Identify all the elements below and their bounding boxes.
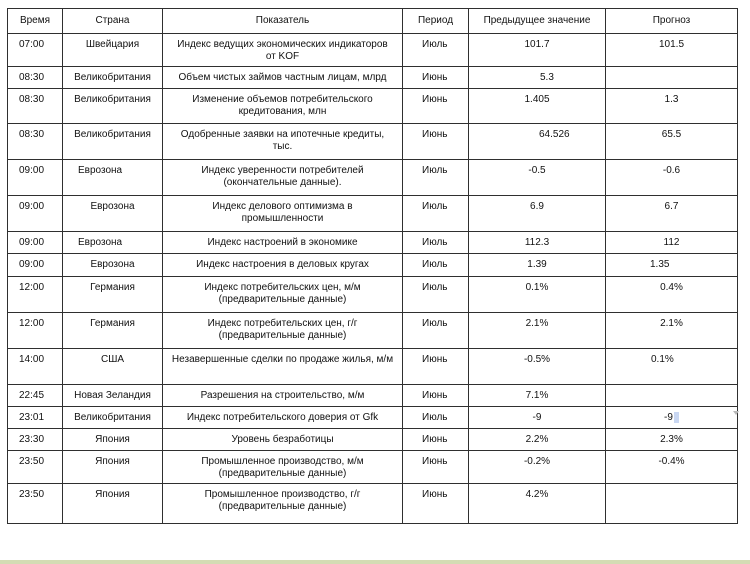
header-time: Время <box>8 9 63 34</box>
period-cell: Июль <box>403 34 469 67</box>
country-cell: Великобритания <box>63 407 163 429</box>
table-row <box>8 484 738 524</box>
country-cell: Япония <box>63 484 163 524</box>
table-row <box>8 349 738 385</box>
period-cell: Июль <box>403 277 469 313</box>
forecast-cell: -0.4% <box>606 451 738 484</box>
time-cell: 09:00 <box>8 160 63 196</box>
indicator-cell: Индекс уверенности потребителей (окончательные данные). <box>163 160 403 196</box>
header-period: Период <box>403 9 469 34</box>
indicator-cell: Индекс ведущих экономических индикаторов от KOF <box>163 34 403 67</box>
table-row <box>8 313 738 349</box>
previous-value-cell: -0.5 <box>469 160 606 196</box>
time-cell: 08:30 <box>8 124 63 160</box>
country-cell: Еврозона <box>63 160 163 196</box>
previous-value-cell: 1.39 <box>469 254 606 277</box>
forecast-cell: -9 <box>606 407 738 429</box>
bottom-edge-strip <box>0 560 750 564</box>
forecast-cell <box>606 484 738 524</box>
indicator-cell: Изменение объемов потребительского кредитования, млн <box>163 89 403 124</box>
indicator-cell: Промышленное производство, м/м (предварительные данные) <box>163 451 403 484</box>
indicator-cell: Незавершенные сделки по продаже жилья, м/м <box>163 349 403 385</box>
period-cell: Июль <box>403 313 469 349</box>
time-cell: 07:00 <box>8 34 63 67</box>
previous-value-cell: 0.1% <box>469 277 606 313</box>
time-cell: 23:01 <box>8 407 63 429</box>
forecast-cell: 6.7 <box>606 196 738 232</box>
period-cell: Июнь <box>403 484 469 524</box>
economic-calendar-table <box>7 8 738 524</box>
previous-value-cell: 112.3 <box>469 232 606 254</box>
period-cell: Июнь <box>403 124 469 160</box>
forecast-cell: -0.6 <box>606 160 738 196</box>
table-row <box>8 407 738 429</box>
forecast-cell: 1.35 <box>606 254 738 277</box>
forecast-cell: 1.3 <box>606 89 738 124</box>
indicator-cell: Одобренные заявки на ипотечные кредиты, тыс. <box>163 124 403 160</box>
previous-value-cell: 2.1% <box>469 313 606 349</box>
period-cell: Июль <box>403 232 469 254</box>
previous-value-cell: 64.526 <box>469 124 606 160</box>
indicator-cell: Индекс делового оптимизма в промышленности <box>163 196 403 232</box>
header-previous: Предыдущее значение <box>469 9 606 34</box>
previous-value-cell: 1.405 <box>469 89 606 124</box>
previous-value-cell: 5.3 <box>469 67 606 89</box>
table-row <box>8 196 738 232</box>
table-row <box>8 67 738 89</box>
table-row <box>8 124 738 160</box>
table-row <box>8 254 738 277</box>
indicator-cell: Индекс потребительских цен, г/г (предварительные данные) <box>163 313 403 349</box>
period-cell: Июнь <box>403 451 469 484</box>
period-cell: Июнь <box>403 429 469 451</box>
period-cell: Июль <box>403 254 469 277</box>
country-cell: Япония <box>63 451 163 484</box>
country-cell: Япония <box>63 429 163 451</box>
forecast-cell <box>606 67 738 89</box>
previous-value-cell: 101.7 <box>469 34 606 67</box>
period-cell: Июль <box>403 407 469 429</box>
time-cell: 12:00 <box>8 277 63 313</box>
table-row <box>8 89 738 124</box>
time-cell: 14:00 <box>8 349 63 385</box>
country-cell: Еврозона <box>63 196 163 232</box>
forecast-cell <box>606 385 738 407</box>
table-row <box>8 232 738 254</box>
period-cell: Июнь <box>403 89 469 124</box>
time-cell: 08:30 <box>8 67 63 89</box>
time-cell: 23:50 <box>8 484 63 524</box>
previous-value-cell: 4.2% <box>469 484 606 524</box>
forecast-cell: 0.1% <box>606 349 738 385</box>
country-cell: Германия <box>63 277 163 313</box>
period-cell: Июль <box>403 160 469 196</box>
indicator-cell: Объем чистых займов частным лицам, млрд <box>163 67 403 89</box>
time-cell: 12:00 <box>8 313 63 349</box>
indicator-cell: Индекс настроения в деловых кругах <box>163 254 403 277</box>
previous-value-cell: -0.5% <box>469 349 606 385</box>
forecast-cell: 2.1% <box>606 313 738 349</box>
indicator-cell: Индекс потребительского доверия от Gfk <box>163 407 403 429</box>
indicator-cell: Уровень безработицы <box>163 429 403 451</box>
country-cell: Еврозона <box>63 232 163 254</box>
table-row <box>8 385 738 407</box>
indicator-cell: Индекс настроений в экономике <box>163 232 403 254</box>
previous-value-cell: -0.2% <box>469 451 606 484</box>
period-cell: Июнь <box>403 385 469 407</box>
country-cell: США <box>63 349 163 385</box>
forecast-cell: 101.5 <box>606 34 738 67</box>
time-cell: 22:45 <box>8 385 63 407</box>
forecast-cell: 112 <box>606 232 738 254</box>
text-selection-highlight <box>674 412 679 423</box>
table-row <box>8 451 738 484</box>
country-cell: Великобритания <box>63 67 163 89</box>
indicator-cell: Разрешения на строительство, м/м <box>163 385 403 407</box>
period-cell: Июнь <box>403 349 469 385</box>
forecast-cell: 2.3% <box>606 429 738 451</box>
table-row <box>8 429 738 451</box>
table-row <box>8 160 738 196</box>
table-row <box>8 277 738 313</box>
forecast-cell: 0.4% <box>606 277 738 313</box>
forecast-cell: 65.5 <box>606 124 738 160</box>
time-cell: 09:00 <box>8 254 63 277</box>
time-cell: 23:30 <box>8 429 63 451</box>
scroll-down-arrow-icon[interactable] <box>733 411 739 415</box>
previous-value-cell: 6.9 <box>469 196 606 232</box>
country-cell: Новая Зеландия <box>63 385 163 407</box>
previous-value-cell: 7.1% <box>469 385 606 407</box>
period-cell: Июнь <box>403 67 469 89</box>
indicator-cell: Промышленное производство, г/г (предварительные данные) <box>163 484 403 524</box>
previous-value-cell: -9 <box>469 407 606 429</box>
country-cell: Швейцария <box>63 34 163 67</box>
table-header-row <box>8 9 738 34</box>
time-cell: 08:30 <box>8 89 63 124</box>
country-cell: Великобритания <box>63 89 163 124</box>
header-country: Страна <box>63 9 163 34</box>
time-cell: 09:00 <box>8 196 63 232</box>
header-forecast: Прогноз <box>606 9 738 34</box>
country-cell: Еврозона <box>63 254 163 277</box>
indicator-cell: Индекс потребительских цен, м/м (предварительные данные) <box>163 277 403 313</box>
previous-value-cell: 2.2% <box>469 429 606 451</box>
period-cell: Июль <box>403 196 469 232</box>
time-cell: 09:00 <box>8 232 63 254</box>
time-cell: 23:50 <box>8 451 63 484</box>
country-cell: Великобритания <box>63 124 163 160</box>
country-cell: Германия <box>63 313 163 349</box>
header-indicator: Показатель <box>163 9 403 34</box>
table-row <box>8 34 738 67</box>
